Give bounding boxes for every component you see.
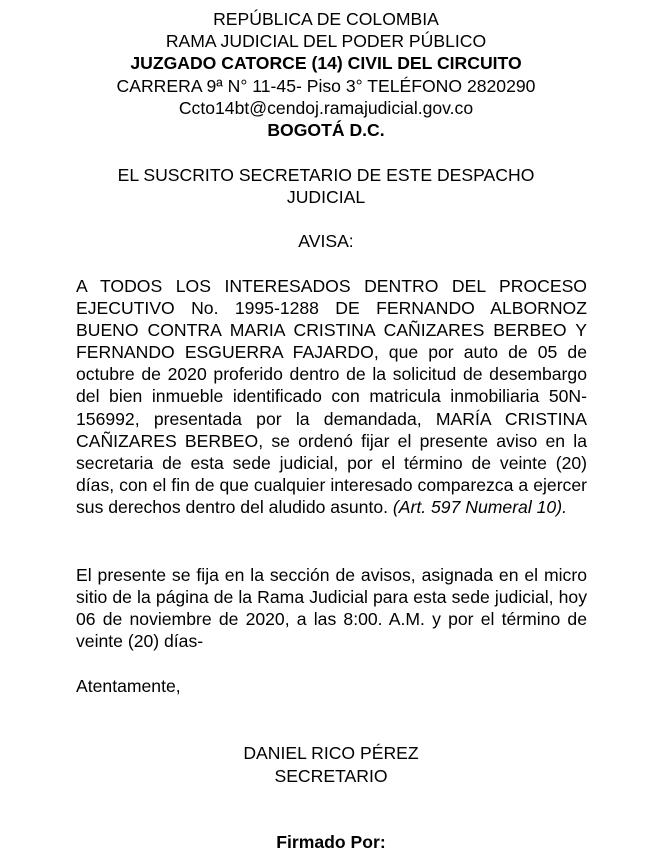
intro-line-2: JUDICIAL bbox=[286, 187, 366, 207]
notice-paragraph-1 bbox=[76, 275, 587, 518]
branch-line: RAMA JUDICIAL DEL PODER PÚBLICO bbox=[165, 31, 487, 51]
court-address: CARRERA 9ª N° 11-45- Piso 3° TELÉFONO 2820290 bbox=[116, 76, 536, 96]
signer-title: SECRETARIO bbox=[274, 766, 388, 786]
legal-reference: (Art. 597 Numeral 10). bbox=[392, 496, 567, 517]
avisa-heading: AVISA: bbox=[298, 231, 354, 251]
closing: Atentamente, bbox=[76, 676, 181, 696]
court-city: BOGOTÁ D.C. bbox=[267, 120, 385, 140]
notice-paragraph-2: El presente se fija en la sección de avisos, asignada en el micro sitio de la página de la Rama Judicial para esta sede judicial, hoy 06 de noviembre de 2020, a las 8:00. A.M. y por el término de veinte (20) días- bbox=[76, 565, 587, 652]
notice-paragraph-1-text: A TODOS LOS INTERESADOS DENTRO DEL PROCESO EJECUTIVO No. 1995-1288 DE FERNANDO ALBORNOZ BUENO CONTRA MARIA CRISTINA CAÑIZARES BERBEO Y FERNANDO ESGUERRA FAJARDO, que por auto de 05 de octubre de 2020 proferido dentro de la solicitud de desembargo del bien inmueble identificado con matricula inmobiliaria 50N-156992, presentada por la demandada, MARÍA CRISTINA CAÑIZARES BERBEO, se ordenó fijar el presente aviso en la secretaria de esta sede judicial, por el término de veinte (20) días, con el fin de que cualquier interesado comparezca a ejercer sus derechos dentro del aludido asunto. bbox=[76, 276, 587, 517]
signed-by-label: Firmado Por: bbox=[276, 832, 386, 852]
court-name: JUZGADO CATORCE (14) CIVIL DEL CIRCUITO bbox=[130, 53, 522, 73]
country-line: REPÚBLICA DE COLOMBIA bbox=[213, 9, 439, 29]
intro-line-1: EL SUSCRITO SECRETARIO DE ESTE DESPACHO bbox=[117, 165, 535, 185]
signer-name: DANIEL RICO PÉREZ bbox=[243, 743, 419, 763]
court-email: Ccto14bt@cendoj.ramajudicial.gov.co bbox=[178, 98, 474, 118]
